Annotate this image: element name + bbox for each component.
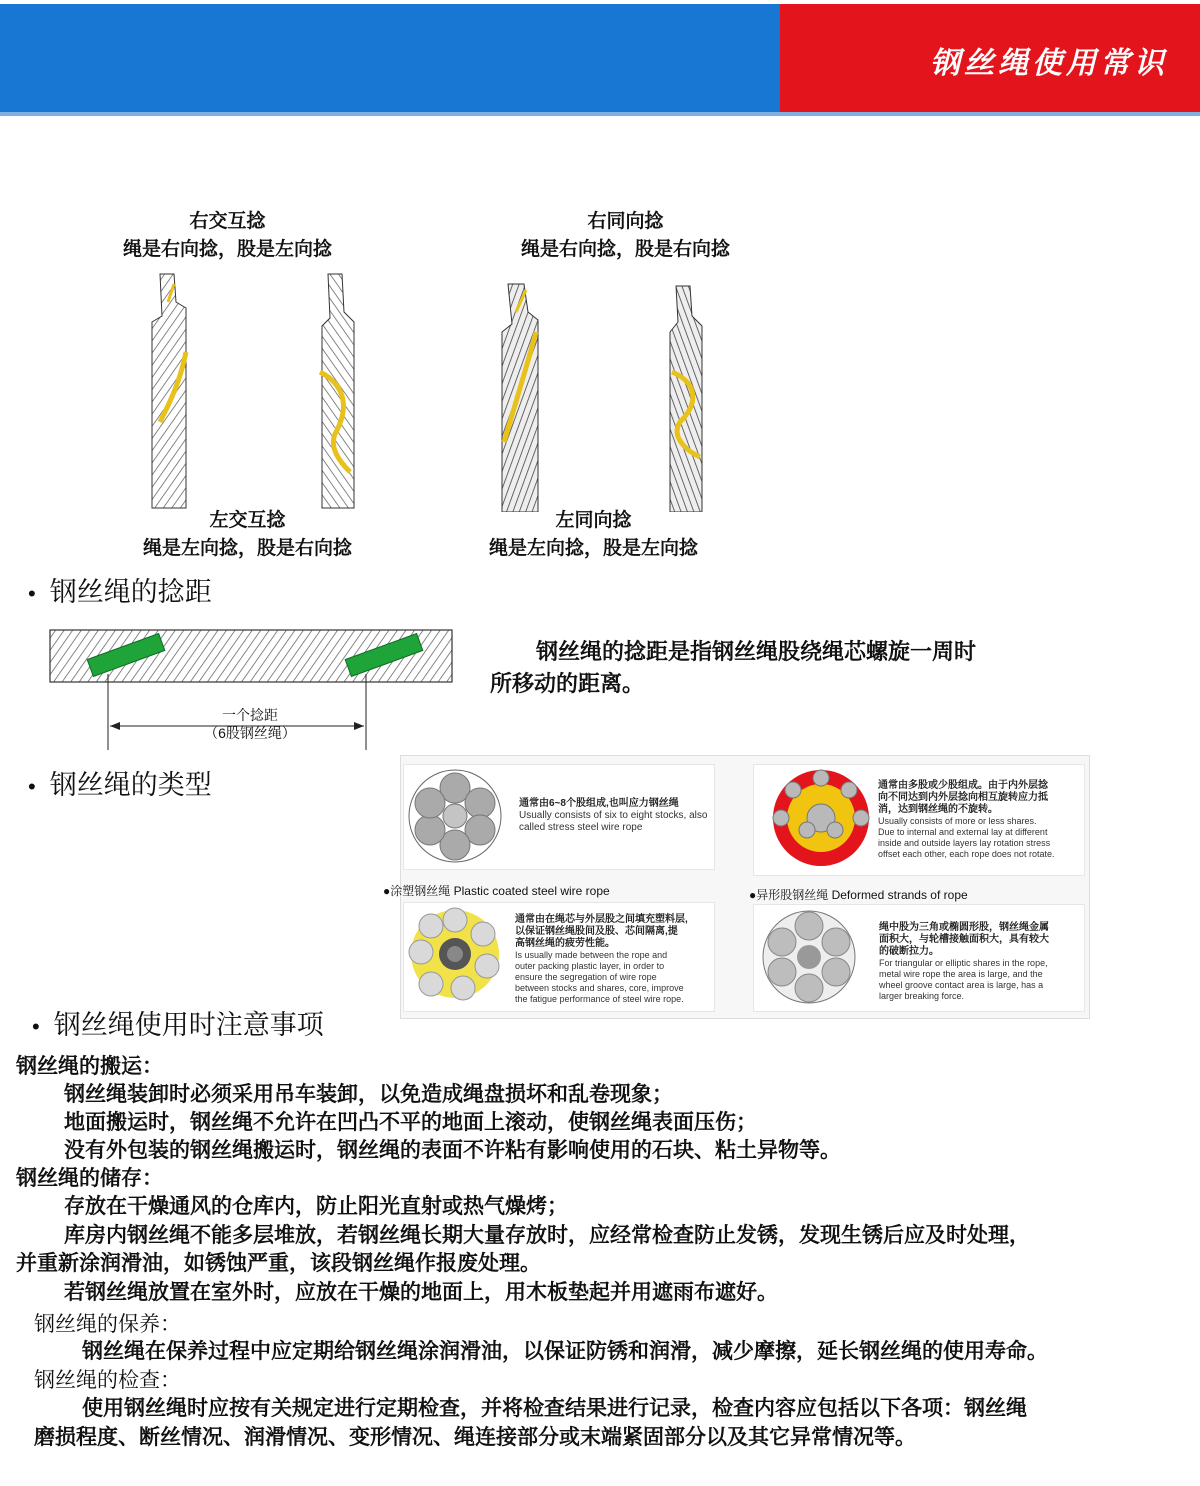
deformed-rope-label-cn: ●异形股钢丝绳: [749, 888, 829, 902]
rope-left-regular: [320, 274, 354, 508]
plastic-rope-text: [515, 914, 711, 1005]
header-blue-band: [0, 4, 780, 112]
plastic-rope-en3: ensure the segregation of wire rope: [515, 972, 657, 982]
deformed-rope-text: [879, 922, 1084, 1002]
lay-rope-illustrations: [140, 272, 740, 512]
right-regular-lay-desc: 绳是右向捻，股是左向捻: [122, 239, 332, 260]
inspection-title: 钢丝绳的检查：: [34, 1369, 181, 1392]
left-lang-lay-title: 左同向捻: [555, 510, 632, 531]
lay-length-definition: [490, 636, 976, 700]
right-lang-lay-caption: [508, 208, 743, 264]
rope-types-heading: • 钢丝绳的类型: [28, 770, 212, 800]
lay-dimension-label-2: （6股钢丝绳）: [204, 725, 296, 741]
right-regular-lay-caption: [110, 208, 345, 264]
deformed-rope-en4: larger breaking force.: [879, 991, 965, 1001]
stress-rope-en2: called stress steel wire rope: [519, 822, 643, 833]
left-regular-lay-title: 左交互捻: [209, 510, 286, 531]
precautions-heading: • 钢丝绳使用时注意事项: [32, 1010, 324, 1040]
lay-length-definition-line2: 所移动的距离。: [490, 671, 645, 696]
rotation-rope-cn3: 消，达到钢丝绳的不旋转。: [878, 804, 998, 815]
rotation-rope-cn1: 通常由多股或少股组成。由于内外层捻: [878, 780, 1048, 791]
rope-right-regular: [152, 274, 186, 508]
transport-title: 钢丝绳的搬运：: [16, 1055, 163, 1078]
plastic-rope-cross-section: [405, 906, 505, 1002]
deformed-rope-en3: wheel groove contact area is large, has a: [879, 980, 1044, 990]
deformed-rope-en2: metal wire rope the area is large, and the: [879, 969, 1043, 979]
rotation-rope-cn2: 向不同达到内外层捻向相互旋转应力抵: [878, 792, 1048, 803]
maintenance-text: 钢丝绳在保养过程中应定期给钢丝绳涂润滑油，以保证防锈和润滑，减少摩擦，延长钢丝绳的使用寿命。: [82, 1340, 1048, 1363]
storage-item-2a: 库房内钢丝绳不能多层堆放，若钢丝绳长期大量存放时，应经常检查防止发锈，发现生锈后应及时处理，: [64, 1224, 1030, 1247]
lay-length-definition-line1: 钢丝绳的捻距是指钢丝绳股绕绳芯螺旋一周时: [536, 639, 977, 664]
rotation-rope-cross-section: [771, 768, 871, 868]
left-regular-lay-desc: 绳是左向捻，股是右向捻: [142, 538, 352, 559]
maintenance-title: 钢丝绳的保养：: [34, 1313, 181, 1336]
right-lang-lay-desc: 绳是右向捻，股是右向捻: [520, 239, 730, 260]
rotation-rope-en4: offset each other, each rope does not rotate.: [878, 849, 1055, 859]
storage-title: 钢丝绳的储存：: [16, 1167, 163, 1190]
deformed-rope-cross-section: [759, 908, 859, 1006]
left-regular-lay-caption: [130, 507, 365, 563]
rope-types-panel: [383, 755, 1090, 1019]
plastic-rope-en5: the fatigue performance of steel wire rope.: [515, 994, 684, 1004]
plastic-rope-en1: Is usually made between the rope and: [515, 950, 668, 960]
lay-dimension-label: [185, 706, 315, 742]
rotation-rope-text: [878, 780, 1083, 860]
deformed-rope-label: [749, 886, 968, 903]
rotation-rope-en1: Usually consists of more or less shares.: [878, 816, 1037, 826]
header-divider: [0, 112, 1200, 116]
inspection-text-1: 使用钢丝绳时应按有关规定进行定期检查，并将检查结果进行记录，检查内容应包括以下各项：钢丝绳: [82, 1397, 1027, 1420]
plastic-rope-en2: outer packing plastic layer, in order to: [515, 961, 665, 971]
plastic-rope-en4: between stocks and shares, core, improve: [515, 983, 684, 993]
plastic-rope-label-en: Plastic coated steel wire rope: [453, 884, 610, 898]
stress-rope-en1: Usually consists of six to eight stocks, also: [519, 810, 708, 821]
stress-rope-text: [519, 798, 709, 834]
storage-item-2b: 并重新涂润滑油，如锈蚀严重，该段钢丝绳作报废处理。: [16, 1252, 541, 1275]
stress-rope-cn: 通常由6~8个股组成,也叫应力钢丝绳: [519, 798, 679, 809]
storage-item-1: 存放在干燥通风的仓库内，防止阳光直射或热气燥烤；: [64, 1195, 568, 1218]
lay-dimension-label-1: 一个捻距: [222, 707, 278, 723]
lay-length-heading: • 钢丝绳的捻距: [28, 577, 212, 607]
deformed-rope-cn2: 面积大，与轮槽接触面积大，具有较大: [879, 934, 1049, 945]
right-regular-lay-title: 右交互捻: [189, 211, 266, 232]
transport-item-2: 地面搬运时，钢丝绳不允许在凹凸不平的地面上滚动，使钢丝绳表面压伤；: [64, 1111, 757, 1134]
rotation-rope-en3: inside and outside layers lay rotation stress: [878, 838, 1051, 848]
deformed-rope-label-en: Deformed strands of rope: [831, 888, 968, 902]
plastic-rope-cn2: 以保证钢丝绳股间及股、芯间隔离,提: [515, 926, 678, 937]
storage-item-3: 若钢丝绳放置在室外时，应放在干燥的地面上，用木板垫起并用遮雨布遮好。: [64, 1281, 778, 1304]
left-lang-lay-caption: [476, 507, 711, 563]
plastic-rope-label: [383, 882, 610, 899]
rope-right-lang: [502, 284, 538, 512]
inspection-text-2: 磨损程度、断丝情况、润滑情况、变形情况、绳连接部分或末端紧固部分以及其它异常情况等。: [34, 1426, 916, 1449]
plastic-rope-cn3: 高钢丝绳的疲劳性能。: [515, 938, 615, 949]
stress-rope-cross-section: [407, 768, 503, 864]
page-title: 钢丝绳使用常识: [930, 46, 1168, 81]
left-lang-lay-desc: 绳是左向捻，股是左向捻: [488, 538, 698, 559]
deformed-rope-cn1: 绳中股为三角或椭圆形股，钢丝绳金属: [879, 922, 1049, 933]
deformed-rope-en1: For triangular or elliptic shares in the rope,: [879, 958, 1048, 968]
rotation-rope-en2: Due to internal and external lay at different: [878, 827, 1048, 837]
transport-item-3: 没有外包装的钢丝绳搬运时，钢丝绳的表面不许粘有影响使用的石块、粘土异物等。: [64, 1139, 841, 1162]
plastic-rope-label-cn: ●涂塑钢丝绳: [383, 884, 451, 898]
right-lang-lay-title: 右同向捻: [587, 211, 664, 232]
plastic-rope-cn1: 通常由在绳芯与外层股之间填充塑料层,: [515, 914, 688, 925]
rope-left-lang: [670, 286, 702, 512]
transport-item-1: 钢丝绳装卸时必须采用吊车装卸，以免造成绳盘损坏和乱卷现象；: [64, 1083, 673, 1106]
deformed-rope-cn3: 的破断拉力。: [879, 946, 939, 957]
